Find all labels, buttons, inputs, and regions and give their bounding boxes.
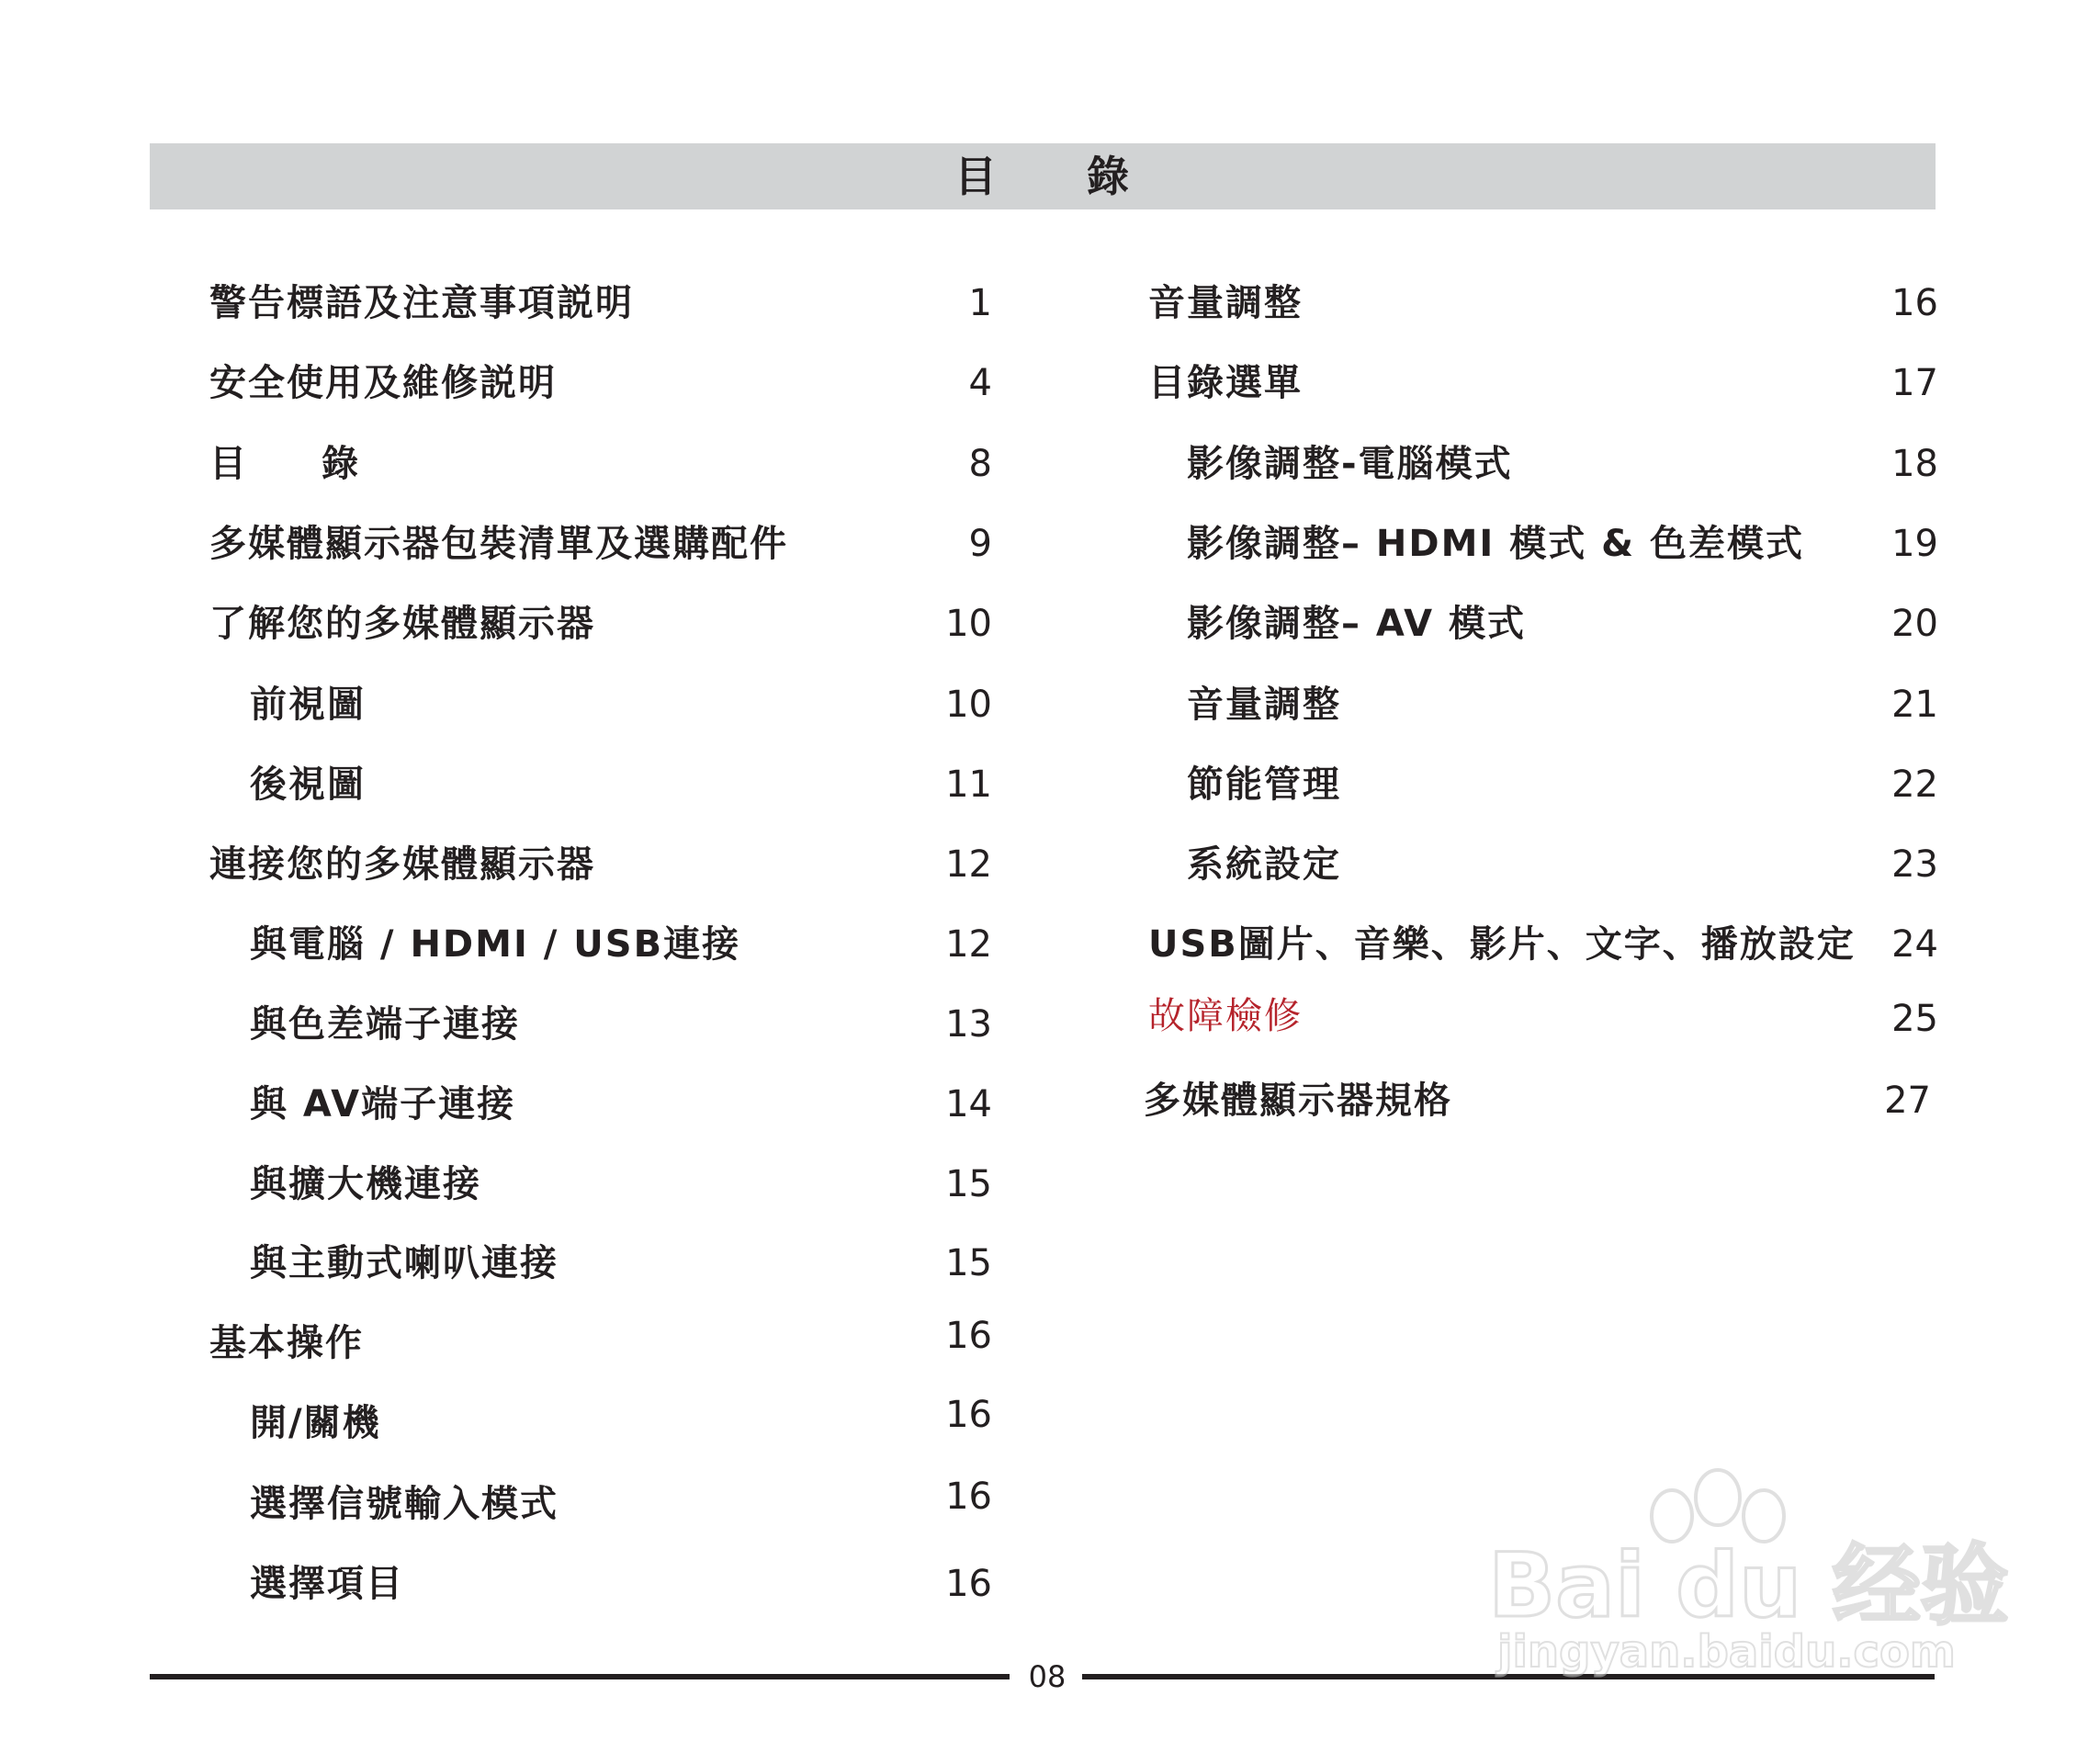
toc-subentry-label[interactable]: 音量調整 <box>1187 684 1341 726</box>
toc-entry-label[interactable]: 基本操作 <box>209 1322 364 1364</box>
toc-subentry-label[interactable]: 與主動式喇叭連接 <box>250 1242 559 1284</box>
toc-entry-page: 11 <box>945 763 992 806</box>
toc-entry-page: 10 <box>945 684 992 726</box>
toc-entry-page: 12 <box>945 923 992 966</box>
toc-entry-page: 25 <box>1891 998 1938 1040</box>
toc-entry-page: 9 <box>968 523 992 565</box>
toc-entry-page: 23 <box>1891 843 1938 886</box>
toc-entry-page: 1 <box>968 282 992 324</box>
toc-entry-label-b[interactable]: 錄 <box>322 443 360 485</box>
toc-entry-page: 18 <box>1891 443 1938 485</box>
toc-entry-page: 12 <box>945 843 992 886</box>
toc-entry-label-troubleshooting[interactable]: 故障檢修 <box>1148 995 1303 1037</box>
toc-entry-label[interactable]: USB圖片、音樂、影片、文字、播放設定 <box>1148 923 1856 966</box>
toc-entry-page: 24 <box>1891 923 1938 966</box>
toc-subentry-label[interactable]: 與電腦 / HDMI / USB連接 <box>250 923 741 966</box>
toc-entry-page: 16 <box>945 1563 992 1605</box>
toc-subentry-label[interactable]: 選擇項目 <box>250 1563 404 1605</box>
footer-page-number: 08 <box>1028 1659 1067 1694</box>
toc-entry-label[interactable]: 了解您的多媒體顯示器 <box>209 603 595 645</box>
watermark-brand: Bai du 经验 <box>1488 1534 2009 1637</box>
toc-entry-label[interactable]: 音量調整 <box>1148 282 1303 324</box>
toc-entry-page: 16 <box>945 1315 992 1357</box>
toc-entry-page: 22 <box>1891 763 1938 806</box>
toc-entry-page: 16 <box>945 1476 992 1518</box>
toc-entry-label[interactable]: 安全使用及維修説明 <box>209 362 557 404</box>
watermark <box>1488 1461 2009 1700</box>
toc-subentry-label[interactable]: 前視圖 <box>250 684 366 726</box>
toc-entry-page: 10 <box>945 603 992 645</box>
toc-subentry-label[interactable]: 後視圖 <box>250 763 366 806</box>
watermark-url: jingyan.baidu.com <box>1497 1626 1956 1678</box>
toc-entry-label[interactable]: 目錄選單 <box>1148 362 1303 404</box>
toc-entry-page: 19 <box>1891 523 1938 565</box>
toc-subentry-label[interactable]: 選擇信號輸入模式 <box>250 1483 559 1525</box>
toc-entry-label[interactable]: 警告標語及注意事項説明 <box>209 282 634 324</box>
toc-subentry-label[interactable]: 影像調整-電腦模式 <box>1187 443 1513 485</box>
toc-subentry-label[interactable]: 節能管理 <box>1187 763 1341 806</box>
toc-entry-page: 4 <box>968 362 992 404</box>
toc-entry-page: 20 <box>1891 603 1938 645</box>
footer-rule-left <box>150 1674 1010 1679</box>
toc-entry-label[interactable]: 多媒體顯示器包裝清單及選購配件 <box>209 523 788 565</box>
toc-entry-page: 21 <box>1891 684 1938 726</box>
toc-entry-page: 13 <box>945 1003 992 1046</box>
toc-entry-label[interactable]: 多媒體顯示器規格 <box>1144 1080 1452 1122</box>
toc-subentry-label[interactable]: 與擴大機連接 <box>250 1163 481 1205</box>
toc-entry-page: 17 <box>1891 362 1938 404</box>
page-title-right: 錄 <box>1087 152 1129 201</box>
toc-entry-page: 15 <box>945 1163 992 1205</box>
toc-subentry-label[interactable]: 與色差端子連接 <box>250 1003 520 1046</box>
toc-subentry-label[interactable]: 系統設定 <box>1187 843 1341 886</box>
toc-entry-page: 14 <box>945 1083 992 1125</box>
toc-entry-page: 16 <box>1891 282 1938 324</box>
toc-entry-page: 8 <box>968 443 992 485</box>
toc-entry-label[interactable]: 連接您的多媒體顯示器 <box>209 843 595 886</box>
page-title-left: 目 <box>954 152 997 201</box>
toc-subentry-label[interactable]: 影像調整– AV 模式 <box>1187 603 1527 645</box>
toc-subentry-label[interactable]: 與 AV端子連接 <box>250 1083 516 1125</box>
toc-subentry-label[interactable]: 開/關機 <box>250 1402 381 1444</box>
toc-entry-page: 16 <box>945 1394 992 1436</box>
title-bar <box>150 143 1936 209</box>
toc-subentry-label[interactable]: 影像調整– HDMI 模式 & 色差模式 <box>1187 523 1804 565</box>
toc-entry-page: 27 <box>1884 1080 1931 1122</box>
toc-entry-label-a[interactable]: 目 <box>209 443 248 485</box>
toc-entry-page: 15 <box>945 1242 992 1284</box>
